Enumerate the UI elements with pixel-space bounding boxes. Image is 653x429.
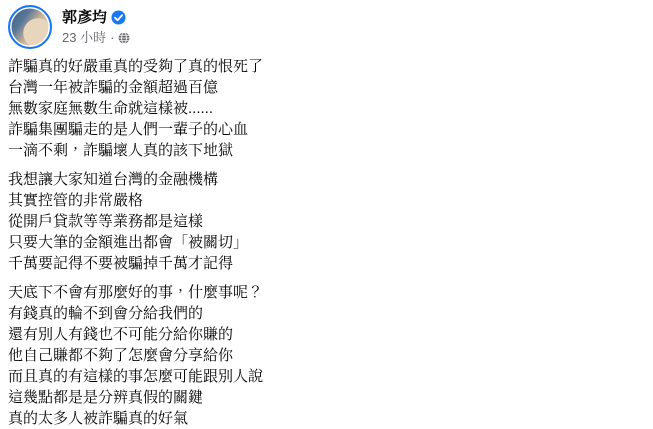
post-line: 台灣一年被詐騙的金額超過百億 [8,79,219,96]
post-line: 他自己賺都不夠了怎麼會分享給你 [8,347,234,364]
post-header [8,5,645,49]
post-line: 詐騙真的好嚴重真的受夠了真的恨死了 [8,58,264,75]
verified-badge-icon [111,10,126,25]
post-line: 千萬要記得不要被騙掉千萬才記得 [8,255,234,272]
header-texts [62,5,130,46]
post-line: 從開戶貸款等等業務都是這樣 [8,213,204,230]
meta-separator: · [110,30,115,45]
post-line: 有錢真的輪不到會分給我們的 [8,305,204,322]
post-line: 詐騙集團騙走的是人們一輩子的心血 [8,121,249,138]
timestamp[interactable]: 23 小時 [62,30,107,45]
globe-icon [118,32,130,44]
post-text [8,56,645,429]
post-paragraph [8,282,645,429]
post-line: 真的太多人被詐騙真的好氣 [8,410,189,427]
post-meta [62,30,130,46]
name-row [62,8,130,27]
post-line: 其實控管的非常嚴格 [8,192,144,209]
post-paragraph [8,56,645,161]
post-paragraph [8,169,645,274]
post-line: 這幾點都是是分辨真假的關鍵 [8,389,204,406]
avatar[interactable] [8,5,52,49]
post-line: 天底下不會有那麼好的事，什麼事呢？ [8,284,264,301]
author-name[interactable]: 郭彥均 [62,9,108,26]
post-line: 只要大筆的金額進出都會「被關切」 [8,234,249,251]
post-line: 無數家庭無數生命就這樣被...... [8,100,214,117]
post-line: 我想讓大家知道台灣的金融機構 [8,171,219,188]
post-line: 一滴不剩，詐騙壞人真的該下地獄 [8,142,234,159]
post-line: 還有別人有錢也不可能分給你賺的 [8,326,234,343]
post-line: 而且真的有這樣的事怎麼可能跟別人說 [8,368,264,385]
